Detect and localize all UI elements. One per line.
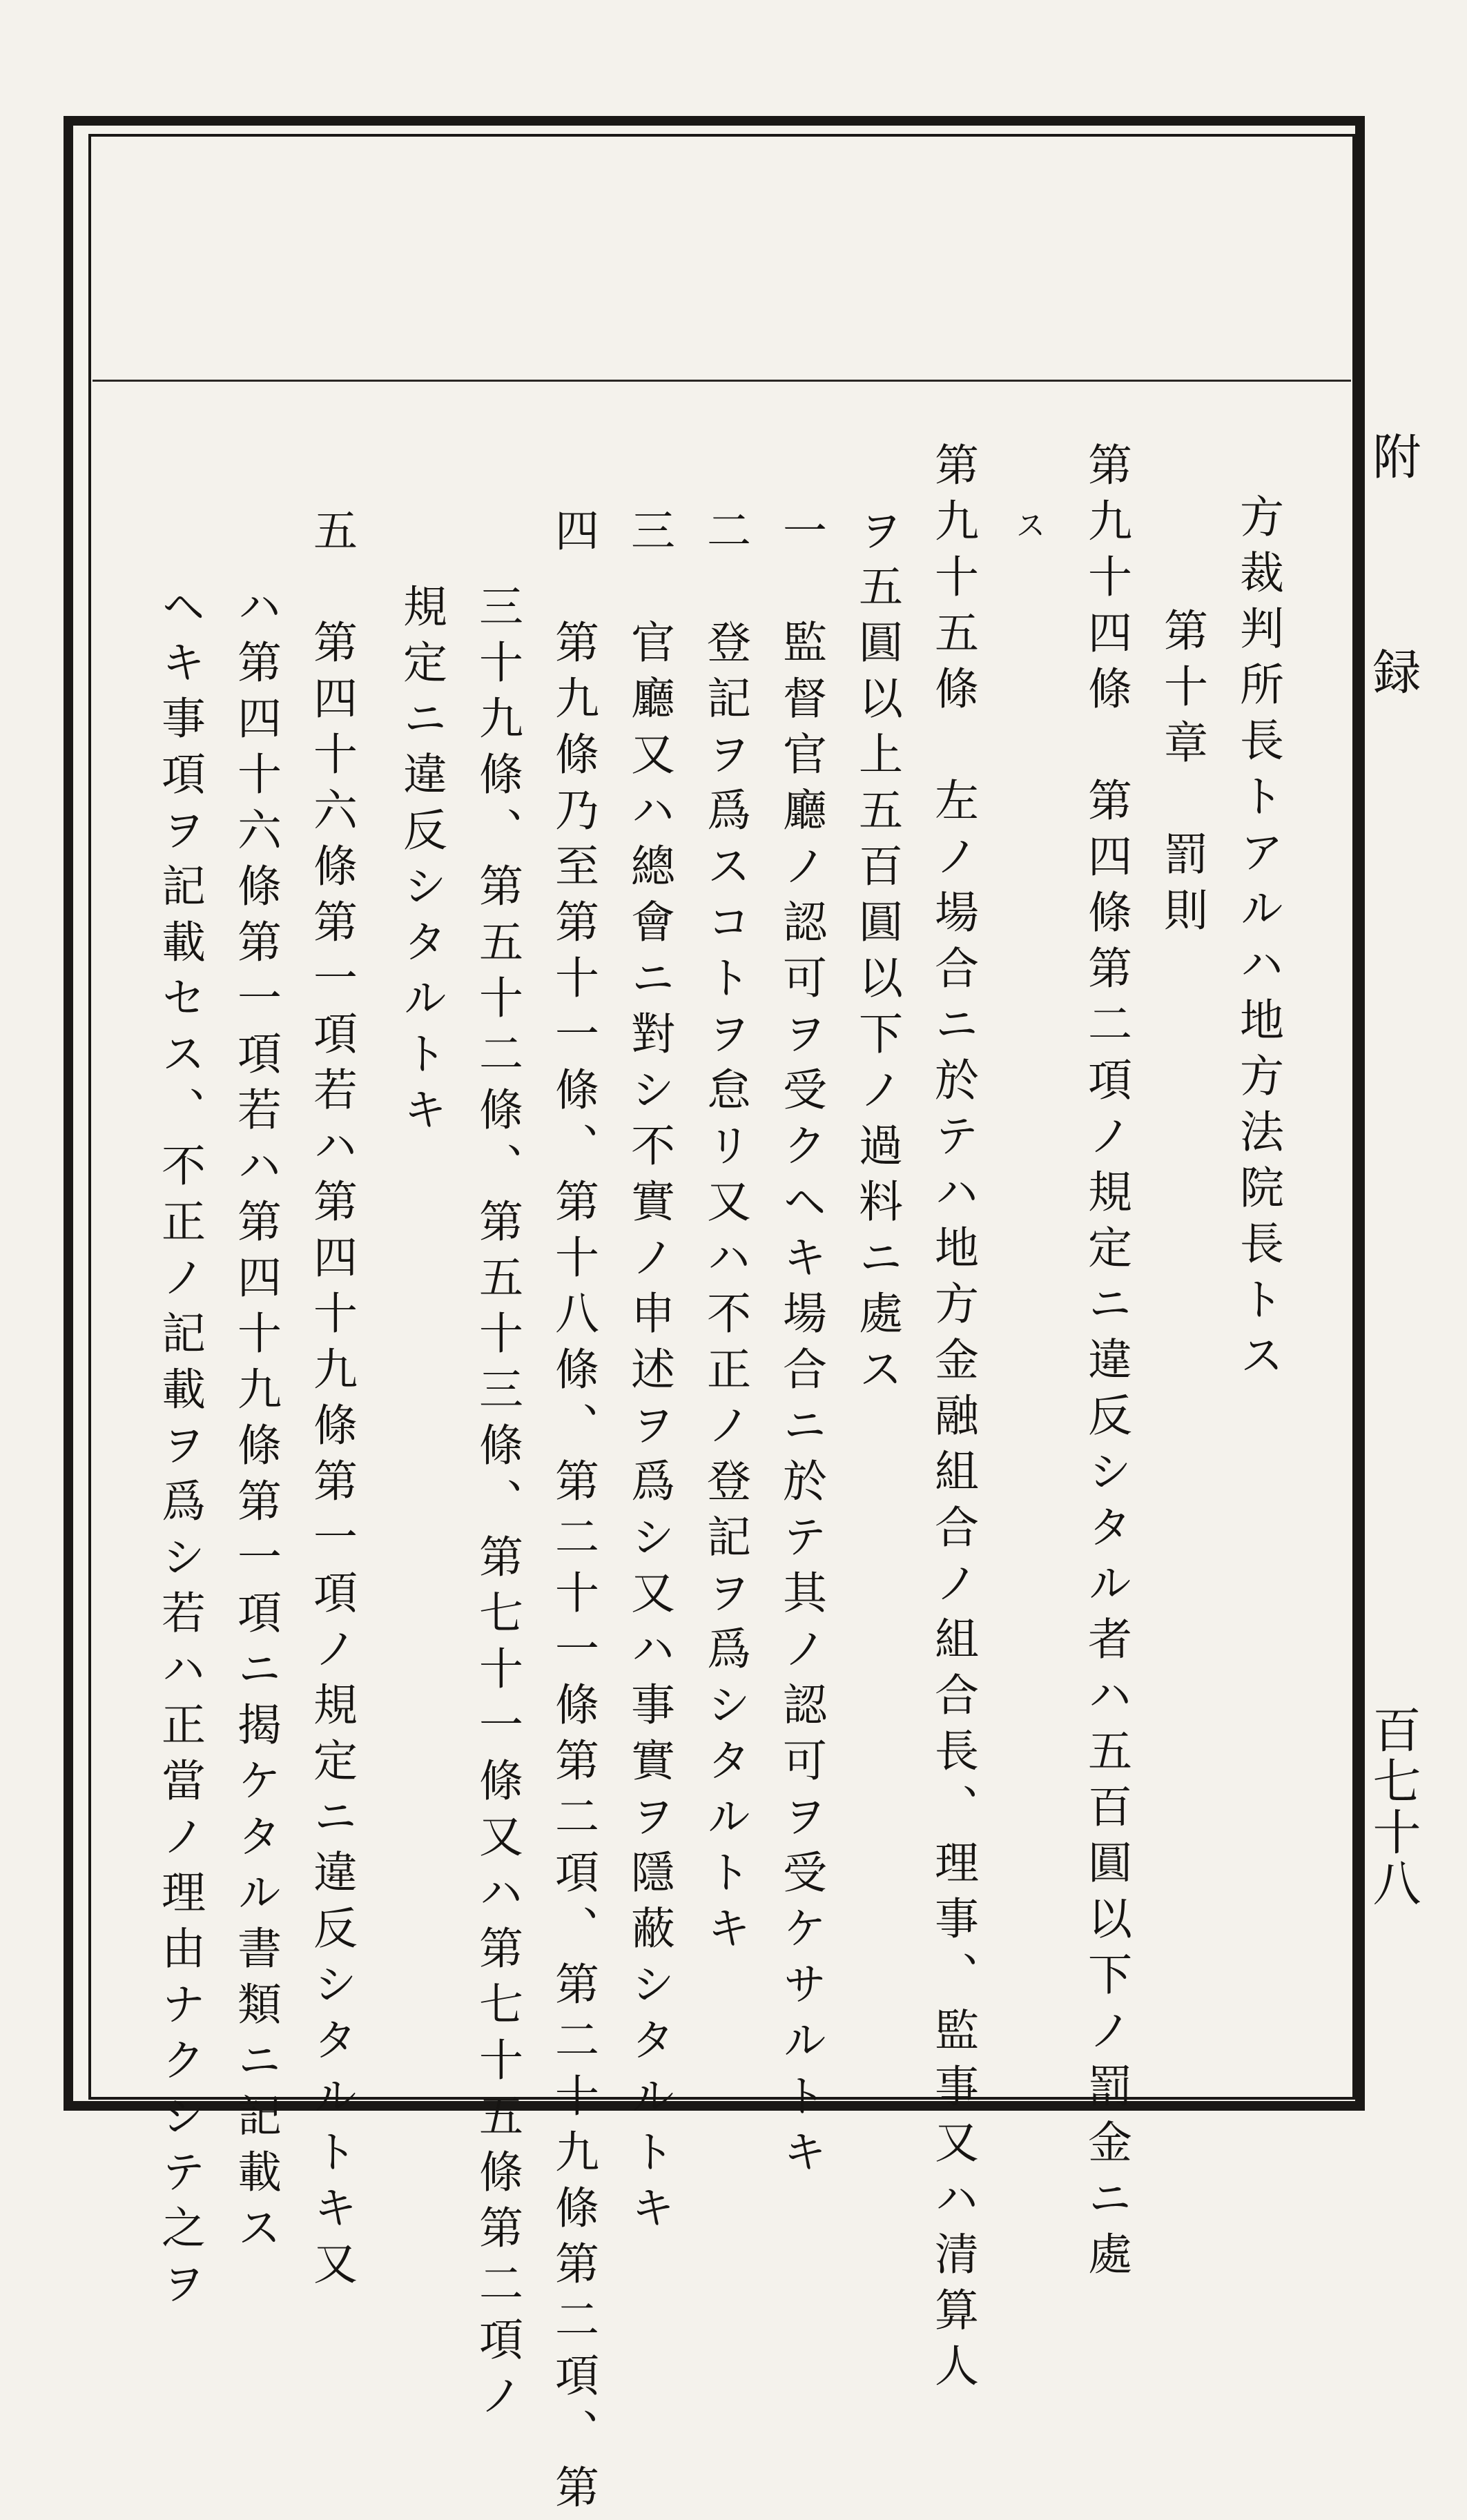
text-column-1: 方裁判所長トアルハ地方法院長トス <box>1232 494 1283 1388</box>
running-title: 附 録 <box>1365 431 1421 750</box>
item-4-continuation: 三十九條、第五十二條、第五十三條、第七十一條又ハ第七十五條第二項ノ <box>472 583 523 2428</box>
article-94-continuation: ス <box>1010 509 1045 551</box>
item-5-continuation-2: ヘキ事項ヲ記載セス、不正ノ記載ヲ爲シ若ハ正當ノ理由ナクシテ之ヲ <box>154 583 205 2316</box>
article-95: 第九十五條 左ノ場合ニ於テハ地方金融組合ノ組合長、理事、監事又ハ清算人 <box>927 442 978 2399</box>
item-1: 一 監督官廳ノ認可ヲ受クヘキ場合ニ於テ其ノ認可ヲ受ケサルトキ <box>775 507 826 2185</box>
item-4-continuation-2: 規定ニ違反シタルトキ <box>396 583 447 1142</box>
item-5: 五 第四十六條第一項若ハ第四十九條第一項ノ規定ニ違反シタルトキ又 <box>306 507 357 2296</box>
item-3: 三 官廳又ハ總會ニ對シ不實ノ申述ヲ爲シ又ハ事實ヲ隱蔽シタルトキ <box>623 507 674 2240</box>
item-2: 二 登記ヲ爲スコトヲ怠リ又ハ不正ノ登記ヲ爲シタルトキ <box>699 507 750 1961</box>
article-94: 第九十四條 第四條第二項ノ規定ニ違反シタル者ハ五百圓以下ノ罰金ニ處 <box>1080 442 1131 2287</box>
article-95-continuation: ヲ五圓以上五百圓以下ノ過料ニ處ス <box>851 507 902 1402</box>
item-5-continuation: ハ第四十六條第一項若ハ第四十九條第一項ニ揭ケタル書類ニ記載ス <box>230 583 281 2260</box>
page-number: 百七十八 <box>1365 1705 1421 1909</box>
chapter-heading: 第十章 罰則 <box>1156 607 1207 943</box>
header-rule <box>93 380 1351 382</box>
item-4: 四 第九條乃至第十一條、第十八條、第二十一條第二項、第二十九條第二項、第 <box>547 507 599 2520</box>
